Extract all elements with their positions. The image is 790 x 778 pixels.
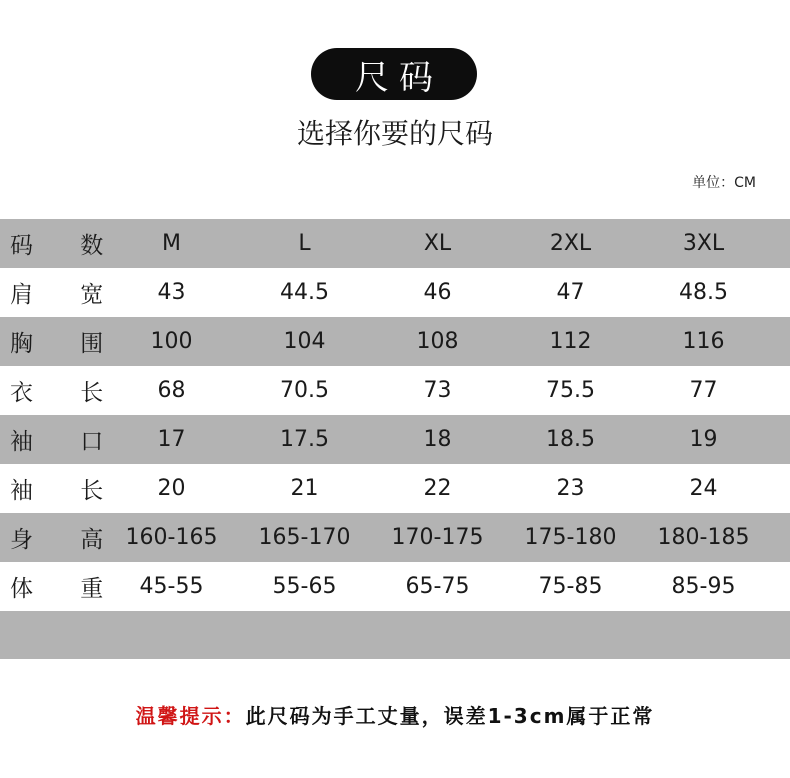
table-cell: 19: [689, 427, 718, 452]
row-label: 码 数: [10, 233, 124, 259]
table-cell: 175-180: [524, 525, 617, 550]
table-header-row: [0, 219, 790, 268]
table-cell: 160-165: [125, 525, 218, 550]
table-row: [0, 562, 790, 611]
size-header-cell: M: [162, 231, 181, 256]
notice-prefix: 温馨提示：: [135, 704, 246, 728]
table-cell: 104: [283, 329, 326, 354]
table-cell: 73: [423, 378, 452, 403]
table-cell: 75-85: [538, 574, 603, 599]
size-header-cell: 3XL: [682, 231, 725, 256]
unit-label: 单位：CM: [692, 175, 756, 191]
table-cell: 77: [689, 378, 718, 403]
table-cell: 18.5: [546, 427, 595, 452]
table-cell: 23: [556, 476, 585, 501]
table-cell: 180-185: [657, 525, 750, 550]
notice: [0, 700, 790, 729]
table-cell: 85-95: [671, 574, 736, 599]
size-header-cell: XL: [423, 231, 452, 256]
table-cell: 68: [157, 378, 186, 403]
table-cell: 100: [150, 329, 193, 354]
table-cell: 170-175: [391, 525, 484, 550]
size-header-cell: L: [298, 231, 311, 256]
table-cell: 43: [157, 280, 186, 305]
table-row: [0, 268, 790, 317]
size-header-cell: 2XL: [549, 231, 592, 256]
table-cell: 45-55: [139, 574, 204, 599]
notice-text: 此尺码为手工丈量，误差1-3cm属于正常: [245, 704, 655, 728]
table-cell: 47: [556, 280, 585, 305]
table-cell: 75.5: [546, 378, 595, 403]
table-cell: 22: [423, 476, 452, 501]
table-row: [0, 366, 790, 415]
row-label: 衣 长: [10, 380, 124, 406]
table-cell: 108: [416, 329, 459, 354]
row-label: 胸 围: [10, 331, 124, 357]
table-cell: 18: [423, 427, 452, 452]
table-cell: 112: [549, 329, 592, 354]
table-cell: 20: [157, 476, 186, 501]
table-cell: 24: [689, 476, 718, 501]
row-label: 肩 宽: [10, 282, 124, 308]
table-cell: 55-65: [272, 574, 337, 599]
table-row: [0, 317, 790, 366]
size-table: [0, 219, 790, 659]
table-cell: 21: [290, 476, 319, 501]
table-cell: 165-170: [258, 525, 351, 550]
table-cell: 17: [157, 427, 186, 452]
table-cell: 65-75: [405, 574, 470, 599]
table-cell: 44.5: [280, 280, 329, 305]
row-label: 体 重: [10, 576, 124, 602]
table-cell: 48.5: [679, 280, 728, 305]
empty-band: [0, 611, 790, 659]
table-cell: 17.5: [280, 427, 329, 452]
table-cell: 70.5: [280, 378, 329, 403]
table-cell: 46: [423, 280, 452, 305]
row-label: 身 高: [10, 527, 124, 553]
table-row: [0, 415, 790, 464]
row-label: 袖 口: [10, 429, 124, 455]
table-row: [0, 464, 790, 513]
row-label: 袖 长: [10, 478, 124, 504]
table-row: [0, 513, 790, 562]
title-pill: [311, 48, 477, 100]
table-cell: 116: [682, 329, 725, 354]
page-title: 尺码: [355, 57, 443, 98]
page-subtitle: 选择你要的尺码: [296, 117, 493, 150]
